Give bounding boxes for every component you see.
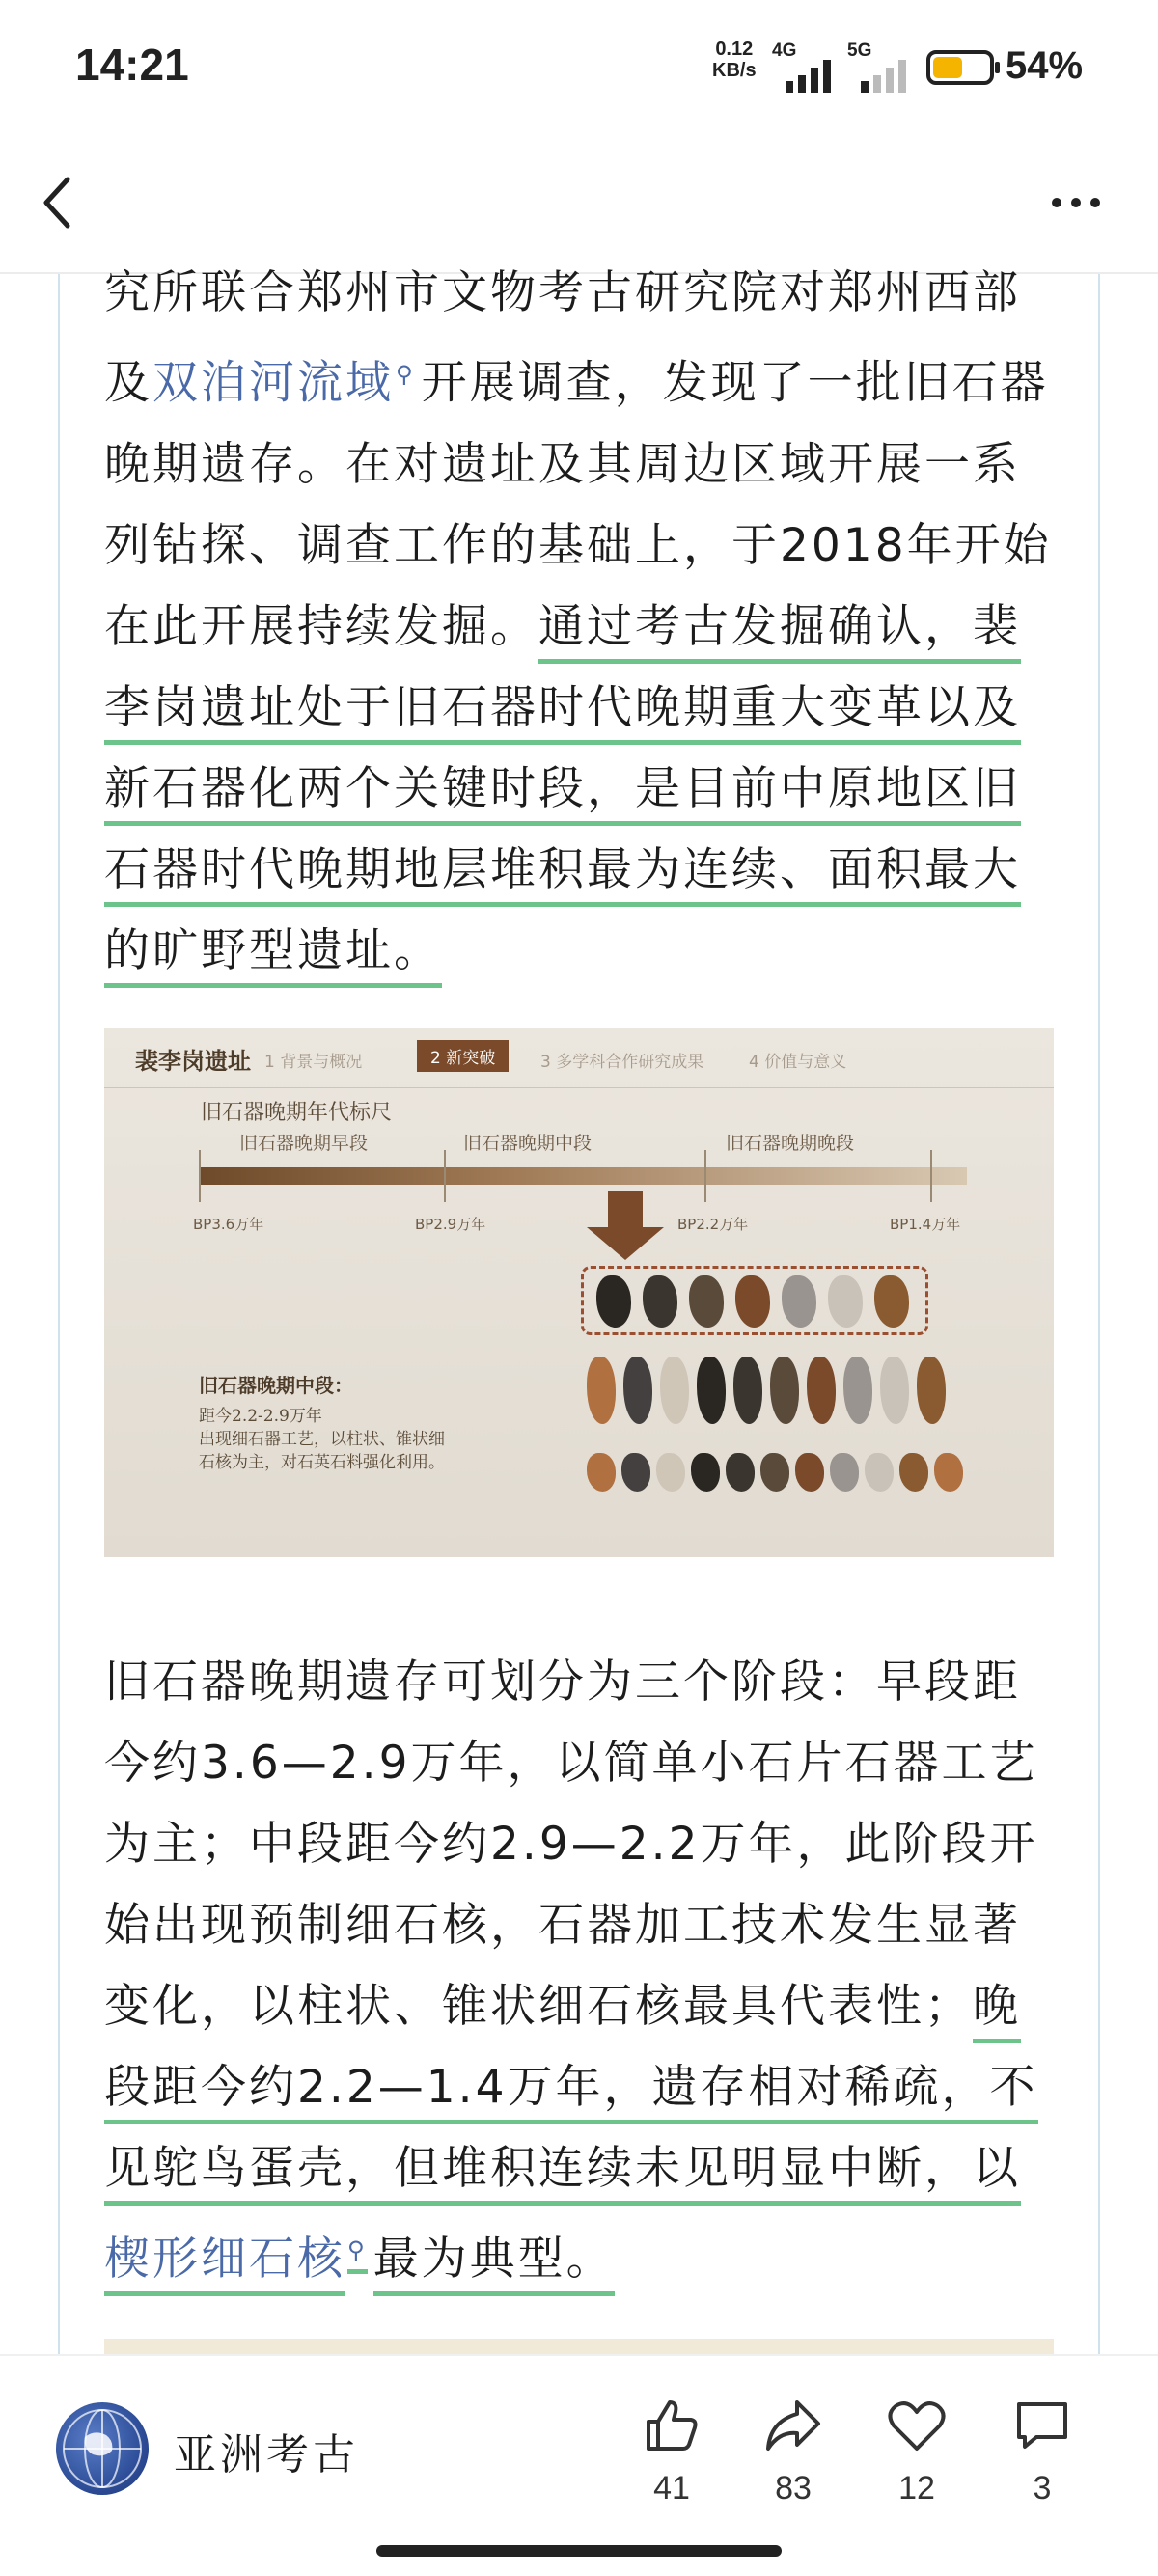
- stone-artifact-image: [874, 1275, 909, 1328]
- next-figure-edge: [104, 2339, 1054, 2354]
- stone-artifact-image: [795, 1453, 824, 1492]
- figure-stage-label: 旧石器晚期中段: [463, 1133, 593, 1154]
- figure-tick: [199, 1150, 201, 1202]
- stone-artifact-image: [697, 1357, 726, 1424]
- account-avatar[interactable]: [56, 2402, 149, 2495]
- stone-artifact-image: [807, 1357, 836, 1424]
- stone-artifact-image: [828, 1275, 863, 1328]
- figure-tick: [930, 1150, 932, 1202]
- comment-button[interactable]: [994, 2395, 1090, 2520]
- globe-logo-icon: [56, 2402, 149, 2495]
- signal-4g-label: 4G: [772, 41, 797, 61]
- stone-artifact-image: [587, 1453, 616, 1492]
- stone-artifact-image: [934, 1453, 963, 1492]
- article-frame-left: [58, 274, 60, 2354]
- stone-artifact-image: [656, 1453, 685, 1492]
- stone-artifact-image: [880, 1357, 909, 1424]
- favorite-button[interactable]: [868, 2395, 965, 2520]
- stone-artifact-image: [782, 1275, 816, 1328]
- highlighted-text: 晚段距今约2.2—1.4万年，遗存相对稀疏，不见鸵鸟蛋壳，但堆积连续未见明显中断，以: [104, 1980, 1038, 2206]
- stone-artifact-image: [770, 1357, 799, 1424]
- stone-artifact-image: [733, 1357, 762, 1424]
- share-icon: [762, 2395, 824, 2456]
- stone-artifact-image: [596, 1275, 631, 1328]
- link-shuangjihe-basin[interactable]: 双洎河流域: [152, 356, 394, 410]
- figure-title: 裴李岗遗址: [135, 1047, 251, 1075]
- status-time: 14:21: [75, 40, 189, 90]
- stone-artifact-image: [899, 1453, 928, 1492]
- heart-icon: [886, 2395, 948, 2456]
- signal-5g-label: 5G: [847, 41, 872, 61]
- stone-artifact-image: [865, 1453, 894, 1492]
- comment-icon: [1011, 2395, 1073, 2456]
- figure-caption-title: 旧石器晚期中段：: [199, 1374, 353, 1397]
- stone-artifact-image: [726, 1453, 755, 1492]
- share-button[interactable]: [745, 2395, 841, 2520]
- back-button[interactable]: [35, 174, 79, 232]
- battery-icon: [926, 50, 994, 85]
- favorite-count: 12: [898, 2470, 935, 2507]
- figure-stage-label: 旧石器晚期早段: [239, 1133, 369, 1154]
- network-speed-value: 0.12: [715, 39, 754, 60]
- paragraph-text: 开展调查，发现了一批旧石器晚期遗存。在对遗址及其周边区域开展一系列钻探、调查工作的基础上，于2018年开始在此开展持续发掘。: [104, 356, 1052, 653]
- article-figure[interactable]: [104, 1028, 1054, 1557]
- figure-tick-label: BP2.2万年: [677, 1216, 749, 1233]
- paragraph-text: 旧石器晚期遗存可划分为三个阶段：早段距今约3.6—2.9万年，以简单小石片石器工艺为主；中段距今约2.9—2.2万年，此阶段开始出现预制细石核，石器加工技术发生显著变化，以柱状、锥状细石核最具代表性；: [104, 1656, 1038, 2033]
- paragraph-text: 究所联合郑州市文物考古研究院对郑州西部及: [104, 266, 1021, 410]
- highlighted-text: 通过考古发掘确认，裴李岗遗址处于旧石器时代晚期重大变革以及新石器化两个关键时段，是目前中原地区旧石器时代晚期地层堆积最为连续、面积最大的旷野型遗址。: [104, 600, 1021, 988]
- figure-caption-line: 出现细石器工艺，以柱状、锥状细: [199, 1430, 445, 1449]
- figure-arrow: [608, 1191, 643, 1229]
- comment-count: 3: [1033, 2470, 1052, 2507]
- figure-tick-label: BP1.4万年: [890, 1216, 961, 1233]
- figure-tab: 3 多学科合作研究成果: [540, 1053, 704, 1072]
- figure-tick-label: BP3.6万年: [193, 1216, 264, 1233]
- thumbs-up-icon: [641, 2395, 703, 2456]
- stone-artifact-image: [623, 1357, 652, 1424]
- figure-header: [104, 1028, 1054, 1088]
- stone-artifact-image: [587, 1357, 616, 1424]
- stone-artifact-image: [689, 1275, 724, 1328]
- search-icon[interactable]: ⚲: [347, 2236, 368, 2274]
- stone-artifact-image: [843, 1357, 872, 1424]
- home-indicator[interactable]: [376, 2545, 782, 2557]
- figure-tab: 4 价值与意义: [749, 1053, 847, 1072]
- network-speed: [712, 39, 757, 81]
- like-count: 41: [653, 2470, 690, 2507]
- link-wedge-microblade-core[interactable]: 楔形细石核: [104, 2233, 345, 2296]
- article-paragraph-1: [104, 253, 1060, 992]
- figure-stage-label: 旧石器晚期晚段: [726, 1133, 855, 1154]
- share-count: 83: [775, 2470, 812, 2507]
- more-options-button[interactable]: [1047, 183, 1105, 222]
- figure-caption: [199, 1405, 517, 1474]
- stone-artifact-image: [830, 1453, 859, 1492]
- stone-artifact-image: [691, 1453, 720, 1492]
- bottom-action-bar: [0, 2354, 1158, 2576]
- stone-artifact-image: [643, 1275, 677, 1328]
- battery-percentage: 54%: [1006, 44, 1084, 87]
- stone-artifact-image: [917, 1357, 946, 1424]
- stone-artifact-image: [760, 1453, 789, 1492]
- article-frame-right: [1098, 274, 1100, 2354]
- stone-artifact-image: [735, 1275, 770, 1328]
- figure-caption-line: 石核为主，对石英石料强化利用。: [199, 1453, 445, 1472]
- status-bar: [0, 0, 1158, 135]
- figure-timeline-bar: [199, 1167, 967, 1185]
- chevron-left-icon: [35, 174, 79, 232]
- stone-artifact-image: [660, 1357, 689, 1424]
- stone-artifact-image: [621, 1453, 650, 1492]
- figure-tab: 1 背景与概况: [264, 1053, 363, 1072]
- figure-tab-active: 2 新突破: [417, 1040, 509, 1072]
- search-icon[interactable]: ⚲: [396, 361, 416, 388]
- figure-tick: [704, 1150, 706, 1202]
- figure-scale-title: 旧石器晚期年代标尺: [201, 1101, 393, 1125]
- more-dots-icon: [1047, 183, 1105, 222]
- article-paragraph-2: [104, 1642, 1060, 2300]
- like-button[interactable]: [623, 2395, 720, 2520]
- figure-tick-label: BP2.9万年: [415, 1216, 486, 1233]
- figure-arrow-head: [587, 1227, 664, 1260]
- network-speed-unit: KB/s: [712, 60, 757, 81]
- figure-caption-line: 距今2.2-2.9万年: [199, 1407, 322, 1426]
- highlighted-text: 最为典型。: [373, 2233, 615, 2296]
- account-name[interactable]: 亚洲考古: [174, 2430, 359, 2480]
- figure-tick: [444, 1150, 446, 1202]
